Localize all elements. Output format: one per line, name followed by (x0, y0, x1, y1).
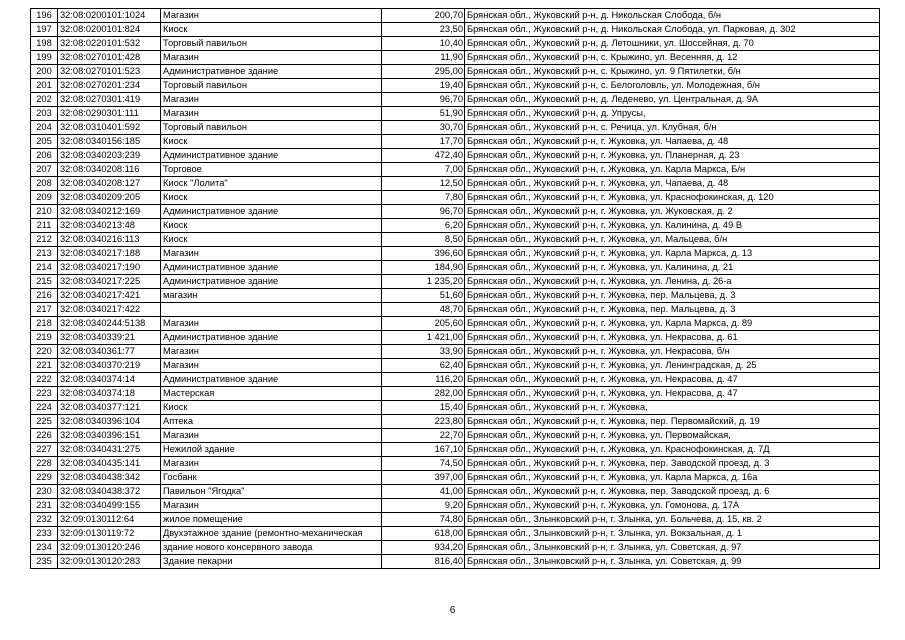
address-cell: Брянская обл., Жуковский р-н, с. Крыжино, ул. 9 Пятилетки, б/н (465, 65, 880, 79)
object-name-cell: Киоск (161, 401, 382, 415)
area-cell: 48,70 (382, 303, 465, 317)
cadastral-number-cell: 32:08:0340499:155 (58, 499, 161, 513)
row-number-cell: 201 (31, 79, 58, 93)
area-cell: 74,50 (382, 457, 465, 471)
row-number-cell: 224 (31, 401, 58, 415)
address-cell: Брянская обл., Жуковский р-н, с. Речица, ул. Клубная, б/н (465, 121, 880, 135)
cadastral-number-cell: 32:08:0340438:372 (58, 485, 161, 499)
address-cell: Брянская обл., Жуковский р-н, г. Жуковка, ул. Калинина, д. 21 (465, 261, 880, 275)
table-row (31, 387, 880, 401)
object-name-cell: Торговый павильон (161, 79, 382, 93)
cadastral-number-cell: 32:08:0340217:225 (58, 275, 161, 289)
table-row (31, 107, 880, 121)
table-row (31, 443, 880, 457)
area-cell: 295,00 (382, 65, 465, 79)
address-cell: Брянская обл., Жуковский р-н, г. Жуковка, ул. Некрасова, б/н (465, 345, 880, 359)
row-number-cell: 196 (31, 9, 58, 23)
area-cell: 33,90 (382, 345, 465, 359)
address-cell: Брянская обл., Жуковский р-н, г. Жуковка, ул. Некрасова, д. 47 (465, 387, 880, 401)
area-cell: 8,50 (382, 233, 465, 247)
row-number-cell: 219 (31, 331, 58, 345)
cadastral-number-cell: 32:08:0340396:151 (58, 429, 161, 443)
table-row (31, 23, 880, 37)
row-number-cell: 231 (31, 499, 58, 513)
object-name-cell: Административное здание (161, 205, 382, 219)
table-row (31, 205, 880, 219)
address-cell: Брянская обл., Жуковский р-н, д. Никольская Слобода, б/н (465, 9, 880, 23)
address-cell: Брянская обл., Жуковский р-н, г. Жуковка, ул. Ленина, д. 26-а (465, 275, 880, 289)
area-cell: 9,20 (382, 499, 465, 513)
row-number-cell: 220 (31, 345, 58, 359)
cadastral-number-cell: 32:08:0340217:421 (58, 289, 161, 303)
address-cell: Брянская обл., Жуковский р-н, г. Жуковка, пер. Мальцева, д. 3 (465, 303, 880, 317)
row-number-cell: 235 (31, 555, 58, 569)
table-row (31, 499, 880, 513)
area-cell: 41,00 (382, 485, 465, 499)
table-row (31, 415, 880, 429)
cadastral-number-cell: 32:08:0340216:113 (58, 233, 161, 247)
area-cell: 10,40 (382, 37, 465, 51)
area-cell: 7,00 (382, 163, 465, 177)
address-cell: Брянская обл., Жуковский р-н, г. Жуковка, ул. Чапаева, д. 48 (465, 135, 880, 149)
cadastral-number-cell: 32:08:0340209:205 (58, 191, 161, 205)
address-cell: Брянская обл., Жуковский р-н, г. Жуковка, ул. Жуковская, д. 2 (465, 205, 880, 219)
area-cell: 396,60 (382, 247, 465, 261)
address-cell: Брянская обл., Жуковский р-н, г. Жуковка, ул. Некрасова, д. 61 (465, 331, 880, 345)
area-cell: 11,90 (382, 51, 465, 65)
table-row (31, 555, 880, 569)
cadastral-number-cell: 32:09:0130119:72 (58, 527, 161, 541)
object-name-cell: Двухэтажное здание (ремонтно-механическая (161, 527, 382, 541)
cadastral-number-cell: 32:08:0340156:185 (58, 135, 161, 149)
table-row (31, 191, 880, 205)
cadastral-number-cell: 32:08:0270101:523 (58, 65, 161, 79)
row-number-cell: 221 (31, 359, 58, 373)
object-name-cell: Административное здание (161, 373, 382, 387)
address-cell: Брянская обл., Жуковский р-н, д. Упрусы, (465, 107, 880, 121)
area-cell: 184,90 (382, 261, 465, 275)
table-row (31, 9, 880, 23)
table-row (31, 471, 880, 485)
object-name-cell: Киоск (161, 233, 382, 247)
document-sheet (30, 8, 880, 569)
object-name-cell: Магазин (161, 429, 382, 443)
area-cell: 472,40 (382, 149, 465, 163)
cadastral-number-cell: 32:08:0340374:14 (58, 373, 161, 387)
object-name-cell: Павильон "Ягодка" (161, 485, 382, 499)
address-cell: Брянская обл., Жуковский р-н, г. Жуковка, ул. Гомонова, д. 17А (465, 499, 880, 513)
area-cell: 282,00 (382, 387, 465, 401)
area-cell: 205,60 (382, 317, 465, 331)
area-cell: 96,70 (382, 205, 465, 219)
address-cell: Брянская обл., Жуковский р-н, г. Жуковка, пер. Заводской проезд, д. 6 (465, 485, 880, 499)
row-number-cell: 205 (31, 135, 58, 149)
area-cell: 74,80 (382, 513, 465, 527)
row-number-cell: 232 (31, 513, 58, 527)
table-row (31, 331, 880, 345)
area-cell: 19,40 (382, 79, 465, 93)
cadastral-number-cell: 32:08:0270101:428 (58, 51, 161, 65)
table-row (31, 149, 880, 163)
area-cell: 62,40 (382, 359, 465, 373)
area-cell: 15,40 (382, 401, 465, 415)
address-cell: Брянская обл., Жуковский р-н, г. Жуковка, ул. Карла Маркса, Б/н (465, 163, 880, 177)
area-cell: 618,00 (382, 527, 465, 541)
row-number-cell: 216 (31, 289, 58, 303)
cadastral-number-cell: 32:09:0130112:64 (58, 513, 161, 527)
object-name-cell: здание нового консервного завода (161, 541, 382, 555)
row-number-cell: 223 (31, 387, 58, 401)
row-number-cell: 206 (31, 149, 58, 163)
row-number-cell: 225 (31, 415, 58, 429)
row-number-cell: 233 (31, 527, 58, 541)
object-name-cell: Магазин (161, 51, 382, 65)
object-name-cell: Магазин (161, 93, 382, 107)
address-cell: Брянская обл., Жуковский р-н, г. Жуковка, ул. Планерная, д. 23 (465, 149, 880, 163)
address-cell: Брянская обл., Злынковский р-н, г. Злынка, ул. Вокзальная, д. 1 (465, 527, 880, 541)
object-name-cell: Госбанк (161, 471, 382, 485)
table-row (31, 485, 880, 499)
address-cell: Брянская обл., Жуковский р-н, г. Жуковка, ул. Краснофокинская, д. 120 (465, 191, 880, 205)
property-table (30, 8, 880, 569)
row-number-cell: 226 (31, 429, 58, 443)
row-number-cell: 209 (31, 191, 58, 205)
object-name-cell: Киоск (161, 23, 382, 37)
address-cell: Брянская обл., Жуковский р-н, д. Летошники, ул. Шоссейная, д. 70 (465, 37, 880, 51)
row-number-cell: 210 (31, 205, 58, 219)
object-name-cell: Здание пекарни (161, 555, 382, 569)
address-cell: Брянская обл., Жуковский р-н, г. Жуковка, (465, 401, 880, 415)
table-row (31, 65, 880, 79)
address-cell: Брянская обл., Жуковский р-н, г. Жуковка, ул. Чапаева, д. 48 (465, 177, 880, 191)
object-name-cell (161, 303, 382, 317)
cadastral-number-cell: 32:08:0340208:116 (58, 163, 161, 177)
table-row (31, 261, 880, 275)
cadastral-number-cell: 32:08:0340435:141 (58, 457, 161, 471)
area-cell: 116,20 (382, 373, 465, 387)
row-number-cell: 213 (31, 247, 58, 261)
cadastral-number-cell: 32:08:0340339:21 (58, 331, 161, 345)
object-name-cell: Административное здание (161, 275, 382, 289)
address-cell: Брянская обл., Жуковский р-н, г. Жуковка, пер. Первомайский, д. 19 (465, 415, 880, 429)
cadastral-number-cell: 32:08:0340370:219 (58, 359, 161, 373)
cadastral-number-cell: 32:08:0270301:419 (58, 93, 161, 107)
table-row (31, 247, 880, 261)
cadastral-number-cell: 32:09:0130120:246 (58, 541, 161, 555)
object-name-cell: Административное здание (161, 65, 382, 79)
area-cell: 51,90 (382, 107, 465, 121)
row-number-cell: 212 (31, 233, 58, 247)
area-cell: 22,70 (382, 429, 465, 443)
row-number-cell: 218 (31, 317, 58, 331)
row-number-cell: 199 (31, 51, 58, 65)
area-cell: 1 421,00 (382, 331, 465, 345)
object-name-cell: Магазин (161, 359, 382, 373)
address-cell: Брянская обл., Злынковский р-н, г. Злынка, ул. Больчева, д. 15, кв. 2 (465, 513, 880, 527)
row-number-cell: 198 (31, 37, 58, 51)
table-row (31, 541, 880, 555)
table-row (31, 37, 880, 51)
object-name-cell: Магазин (161, 9, 382, 23)
table-row (31, 177, 880, 191)
row-number-cell: 230 (31, 485, 58, 499)
object-name-cell: Торговое (161, 163, 382, 177)
area-cell: 96,70 (382, 93, 465, 107)
address-cell: Брянская обл., Жуковский р-н, с. Крыжино, ул. Весенняя, д. 12 (465, 51, 880, 65)
area-cell: 30,70 (382, 121, 465, 135)
object-name-cell: магазин (161, 289, 382, 303)
page-number: 6 (449, 605, 456, 616)
area-cell: 397,00 (382, 471, 465, 485)
cadastral-number-cell: 32:08:0220101:532 (58, 37, 161, 51)
table-row (31, 79, 880, 93)
object-name-cell: Торговый павильон (161, 121, 382, 135)
table-row (31, 429, 880, 443)
cadastral-number-cell: 32:08:0340361:77 (58, 345, 161, 359)
cadastral-number-cell: 32:08:0340377:121 (58, 401, 161, 415)
row-number-cell: 208 (31, 177, 58, 191)
object-name-cell: Магазин (161, 317, 382, 331)
area-cell: 17,70 (382, 135, 465, 149)
object-name-cell: Мастерская (161, 387, 382, 401)
table-row (31, 233, 880, 247)
address-cell: Брянская обл., Жуковский р-н, г. Жуковка, ул. Краснофокинская, д. 7Д (465, 443, 880, 457)
table-row (31, 401, 880, 415)
object-name-cell: Киоск (161, 191, 382, 205)
address-cell: Брянская обл., Жуковский р-н, г. Жуковка, ул. Первомайская, (465, 429, 880, 443)
area-cell: 23,50 (382, 23, 465, 37)
object-name-cell: Торговый павильон (161, 37, 382, 51)
table-row (31, 163, 880, 177)
address-cell: Брянская обл., Жуковский р-н, д. Никольская Слобода, ул. Парковая, д. 302 (465, 23, 880, 37)
row-number-cell: 214 (31, 261, 58, 275)
table-row (31, 373, 880, 387)
row-number-cell: 202 (31, 93, 58, 107)
table-row (31, 121, 880, 135)
object-name-cell: Аптека (161, 415, 382, 429)
object-name-cell: Магазин (161, 247, 382, 261)
row-number-cell: 229 (31, 471, 58, 485)
address-cell: Брянская обл., Жуковский р-н, г. Жуковка, ул. Ленинградская, д. 25 (465, 359, 880, 373)
area-cell: 816,40 (382, 555, 465, 569)
object-name-cell: Киоск (161, 219, 382, 233)
address-cell: Брянская обл., Злынковский р-н, г. Злынка, ул. Советская, д. 99 (465, 555, 880, 569)
row-number-cell: 215 (31, 275, 58, 289)
address-cell: Брянская обл., Жуковский р-н, г. Жуковка, ул. Карла Маркса, д. 89 (465, 317, 880, 331)
area-cell: 167,10 (382, 443, 465, 457)
area-cell: 934,20 (382, 541, 465, 555)
table-row (31, 289, 880, 303)
cadastral-number-cell: 32:08:0340217:422 (58, 303, 161, 317)
table-row (31, 303, 880, 317)
cadastral-number-cell: 32:08:0340212:169 (58, 205, 161, 219)
table-row (31, 93, 880, 107)
row-number-cell: 204 (31, 121, 58, 135)
cadastral-number-cell: 32:08:0340208:127 (58, 177, 161, 191)
address-cell: Брянская обл., Жуковский р-н, г. Жуковка, пер. Заводской проезд, д. 3 (465, 457, 880, 471)
address-cell: Брянская обл., Жуковский р-н, г. Жуковка, ул. Калинина, д. 49 В (465, 219, 880, 233)
address-cell: Брянская обл., Жуковский р-н, д. Леденево, ул. Центральная, д. 9А (465, 93, 880, 107)
object-name-cell: Магазин (161, 457, 382, 471)
table-row (31, 457, 880, 471)
cadastral-number-cell: 32:08:0340438:342 (58, 471, 161, 485)
cadastral-number-cell: 32:08:0310401:592 (58, 121, 161, 135)
table-row (31, 219, 880, 233)
cadastral-number-cell: 32:08:0340217:188 (58, 247, 161, 261)
area-cell: 51,60 (382, 289, 465, 303)
cadastral-number-cell: 32:08:0200101:824 (58, 23, 161, 37)
address-cell: Брянская обл., Жуковский р-н, г. Жуковка, пер. Мальцева, д. 3 (465, 289, 880, 303)
object-name-cell: Магазин (161, 499, 382, 513)
row-number-cell: 197 (31, 23, 58, 37)
area-cell: 12,50 (382, 177, 465, 191)
area-cell: 223,80 (382, 415, 465, 429)
cadastral-number-cell: 32:08:0340217:190 (58, 261, 161, 275)
object-name-cell: Административное здание (161, 331, 382, 345)
table-row (31, 275, 880, 289)
row-number-cell: 234 (31, 541, 58, 555)
row-number-cell: 200 (31, 65, 58, 79)
cadastral-number-cell: 32:08:0340203:239 (58, 149, 161, 163)
area-cell: 1 235,20 (382, 275, 465, 289)
table-row (31, 359, 880, 373)
cadastral-number-cell: 32:08:0200101:1024 (58, 9, 161, 23)
table-row (31, 513, 880, 527)
address-cell: Брянская обл., Жуковский р-н, г. Жуковка, ул. Некрасова, д. 47 (465, 373, 880, 387)
table-row (31, 135, 880, 149)
object-name-cell: Магазин (161, 107, 382, 121)
object-name-cell: Административное здание (161, 261, 382, 275)
address-cell: Брянская обл., Жуковский р-н, г. Жуковка, ул. Карла Маркса, д. 13 (465, 247, 880, 261)
address-cell: Брянская обл., Жуковский р-н, г. Жуковка, ул. Карла Маркса, д. 16а (465, 471, 880, 485)
row-number-cell: 222 (31, 373, 58, 387)
object-name-cell: Магазин (161, 345, 382, 359)
table-row (31, 345, 880, 359)
table-row (31, 317, 880, 331)
row-number-cell: 227 (31, 443, 58, 457)
cadastral-number-cell: 32:08:0340396:104 (58, 415, 161, 429)
area-cell: 6,20 (382, 219, 465, 233)
object-name-cell: Киоск "Лолита" (161, 177, 382, 191)
cadastral-number-cell: 32:08:0340213:48 (58, 219, 161, 233)
cadastral-number-cell: 32:08:0340431:275 (58, 443, 161, 457)
object-name-cell: жилое помещение (161, 513, 382, 527)
area-cell: 200,70 (382, 9, 465, 23)
area-cell: 7,80 (382, 191, 465, 205)
cadastral-number-cell: 32:08:0290301:111 (58, 107, 161, 121)
object-name-cell: Административное здание (161, 149, 382, 163)
table-body (31, 9, 880, 569)
address-cell: Брянская обл., Жуковский р-н, г. Жуковка, ул. Мальцева, б/н (465, 233, 880, 247)
row-number-cell: 203 (31, 107, 58, 121)
address-cell: Брянская обл., Злынковский р-н, г. Злынка, ул. Советская, д. 97 (465, 541, 880, 555)
cadastral-number-cell: 32:09:0130120:283 (58, 555, 161, 569)
cadastral-number-cell: 32:08:0340244:5138 (58, 317, 161, 331)
cadastral-number-cell: 32:08:0270201:234 (58, 79, 161, 93)
object-name-cell: Киоск (161, 135, 382, 149)
row-number-cell: 211 (31, 219, 58, 233)
row-number-cell: 228 (31, 457, 58, 471)
address-cell: Брянская обл., Жуковский р-н, с. Белоголовль, ул. Молодежная, б/н (465, 79, 880, 93)
table-row (31, 527, 880, 541)
object-name-cell: Нежилой здание (161, 443, 382, 457)
row-number-cell: 207 (31, 163, 58, 177)
table-row (31, 51, 880, 65)
cadastral-number-cell: 32:08:0340374:18 (58, 387, 161, 401)
row-number-cell: 217 (31, 303, 58, 317)
